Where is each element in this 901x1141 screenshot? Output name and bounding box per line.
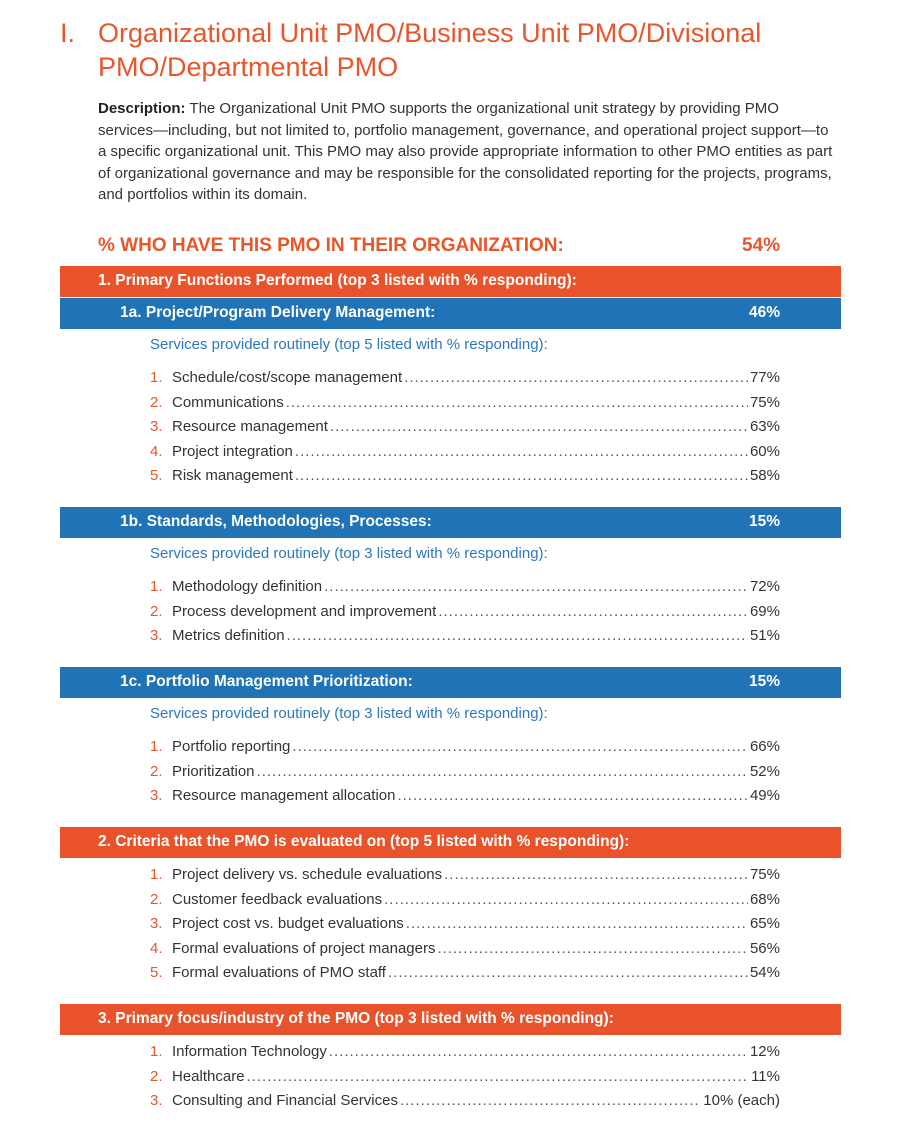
item-row	[172, 1042, 780, 1062]
dot-leader	[330, 417, 748, 437]
item-row	[172, 865, 780, 885]
item-label: Formal evaluations of project managers	[172, 939, 436, 957]
item-label: Resource management allocation	[172, 787, 396, 804]
item-percent: 63%	[749, 418, 780, 435]
item-label: Information Technology	[172, 1043, 327, 1060]
item-number: 3.	[150, 787, 163, 804]
list-item	[150, 914, 780, 939]
item-percent: 49%	[749, 787, 780, 804]
item-label: Methodology definition	[172, 578, 323, 595]
item-percent: 75%	[749, 866, 780, 883]
dot-leader	[295, 442, 748, 462]
item-number: 2.	[150, 1067, 163, 1085]
item-number: 3.	[150, 627, 163, 644]
section-1-title: 1. Primary Functions Performed (top 3 listed with % responding):	[98, 272, 577, 289]
item-label: Portfolio reporting	[172, 738, 291, 755]
item-percent: 12%	[749, 1043, 780, 1060]
dot-leader	[406, 914, 748, 934]
item-number: 1.	[150, 738, 163, 755]
section-1a-list	[150, 368, 780, 491]
item-number: 2.	[150, 602, 163, 620]
item-label: Process development and improvement	[172, 602, 437, 620]
section-2-title: 2. Criteria that the PMO is evaluated on (top 5 listed with % responding):	[98, 833, 630, 850]
item-percent: 51%	[749, 627, 780, 644]
item-row	[172, 466, 780, 486]
section-1a-value: 46%	[748, 304, 780, 321]
item-percent: 52%	[749, 762, 780, 780]
pmo-share-label: % WHO HAVE THIS PMO IN THEIR ORGANIZATION:	[98, 235, 564, 256]
item-row	[172, 1067, 780, 1087]
item-number: 3.	[150, 1092, 163, 1109]
dot-leader	[329, 1042, 748, 1062]
item-percent: 72%	[749, 578, 780, 595]
item-label: Healthcare	[172, 1067, 245, 1085]
item-number: 1.	[150, 369, 163, 386]
dot-leader	[388, 963, 748, 983]
section-1b-services-label: Services provided routinely (top 3 listed with % responding):	[150, 545, 548, 562]
list-item	[150, 890, 780, 915]
list-item	[150, 466, 780, 491]
item-row	[172, 762, 780, 782]
item-row	[172, 393, 780, 413]
dot-leader	[437, 939, 748, 959]
item-number: 2.	[150, 393, 163, 411]
dot-leader	[324, 577, 748, 597]
section-1c-services-label: Services provided routinely (top 3 listed with % responding):	[150, 705, 548, 722]
item-number: 4.	[150, 939, 163, 957]
section-1b-header	[60, 507, 841, 538]
section-1b-title: 1b. Standards, Methodologies, Processes:	[120, 513, 432, 530]
item-row	[172, 1091, 780, 1111]
item-percent: 65%	[749, 915, 780, 932]
description-text: The Organizational Unit PMO supports the organizational unit strategy by providing PMO services—including, but not limited to, portfolio management, governance, and operational project support—to a specific organizational unit. This PMO may also provide appropriate information to other PMO entities as part of organizational governance and may be responsible for the consolidated reporting for the projects, programs, and portfolios within its domain.	[98, 100, 833, 203]
dot-leader	[295, 466, 748, 486]
item-percent: 69%	[749, 602, 780, 620]
section-1b-value: 15%	[748, 513, 780, 530]
list-item	[150, 368, 780, 393]
item-row	[172, 442, 780, 462]
item-number: 1.	[150, 1043, 163, 1060]
item-row	[172, 890, 780, 910]
list-item	[150, 1067, 780, 1092]
list-item	[150, 1042, 780, 1067]
item-label: Prioritization	[172, 762, 255, 780]
item-label: Resource management	[172, 418, 328, 435]
description-paragraph	[98, 98, 838, 206]
list-item	[150, 1091, 780, 1116]
item-label: Risk management	[172, 467, 293, 484]
section-1c-list	[150, 737, 780, 811]
dot-leader	[404, 368, 748, 388]
list-item	[150, 602, 780, 627]
section-1c-header	[60, 667, 841, 698]
list-item	[150, 963, 780, 988]
list-item	[150, 417, 780, 442]
item-percent: 60%	[749, 442, 780, 460]
item-percent: 56%	[749, 939, 780, 957]
section-1-header	[60, 266, 841, 297]
section-2-header	[60, 827, 841, 858]
section-1b-list	[150, 577, 780, 651]
section-1a-services-label: Services provided routinely (top 5 listed with % responding):	[150, 336, 548, 353]
list-item	[150, 442, 780, 467]
dot-leader	[257, 762, 748, 782]
heading-title: Organizational Unit PMO/Business Unit PMO/Divisional PMO/Departmental PMO	[98, 18, 762, 82]
section-1c-title: 1c. Portfolio Management Prioritization:	[120, 673, 413, 690]
item-label: Project integration	[172, 442, 293, 460]
dot-leader	[397, 786, 748, 806]
item-label: Metrics definition	[172, 627, 285, 644]
list-item	[150, 939, 780, 964]
item-row	[172, 963, 780, 983]
item-number: 4.	[150, 442, 163, 460]
item-percent: 10% (each)	[703, 1092, 780, 1109]
item-number: 5.	[150, 467, 163, 484]
section-3-title: 3. Primary focus/industry of the PMO (top 3 listed with % responding):	[98, 1010, 614, 1027]
section-1a-title: 1a. Project/Program Delivery Management:	[120, 304, 436, 321]
item-label: Project cost vs. budget evaluations	[172, 915, 404, 932]
item-label: Schedule/cost/scope management	[172, 369, 403, 386]
list-item	[150, 786, 780, 811]
pmo-share-row	[98, 235, 780, 261]
section-2-list	[150, 865, 780, 988]
item-percent: 11%	[751, 1067, 780, 1085]
item-label: Formal evaluations of PMO staff	[172, 964, 386, 981]
description-label: Description:	[98, 100, 186, 117]
item-row	[172, 602, 780, 622]
item-label: Communications	[172, 393, 284, 411]
list-item	[150, 865, 780, 890]
item-percent: 66%	[749, 738, 780, 755]
item-row	[172, 577, 780, 597]
item-label: Consulting and Financial Services	[172, 1092, 398, 1109]
dot-leader	[400, 1091, 701, 1111]
section-1a-header	[60, 298, 841, 329]
list-item	[150, 393, 780, 418]
item-number: 5.	[150, 964, 163, 981]
dot-leader	[286, 393, 748, 413]
list-item	[150, 577, 780, 602]
item-number: 2.	[150, 762, 163, 780]
list-item	[150, 626, 780, 651]
item-percent: 77%	[749, 369, 780, 386]
pmo-share-value: 54%	[741, 235, 780, 256]
item-percent: 58%	[749, 467, 780, 484]
section-1c-value: 15%	[748, 673, 780, 690]
item-number: 2.	[150, 890, 163, 908]
list-item	[150, 762, 780, 787]
dot-leader	[292, 737, 748, 757]
heading-number: I.	[60, 18, 76, 48]
list-item	[150, 737, 780, 762]
item-row	[172, 914, 780, 934]
item-percent: 75%	[749, 393, 780, 411]
item-percent: 54%	[749, 964, 780, 981]
item-row	[172, 786, 780, 806]
item-row	[172, 417, 780, 437]
item-label: Customer feedback evaluations	[172, 890, 383, 908]
section-3-list	[150, 1042, 780, 1116]
dot-leader	[384, 890, 748, 910]
item-row	[172, 737, 780, 757]
dot-leader	[438, 602, 748, 622]
item-label: Project delivery vs. schedule evaluations	[172, 866, 443, 883]
item-row	[172, 939, 780, 959]
dot-leader	[287, 626, 748, 646]
item-number: 3.	[150, 418, 163, 435]
item-row	[172, 626, 780, 646]
dot-leader	[444, 865, 748, 885]
item-number: 1.	[150, 866, 163, 883]
item-row	[172, 368, 780, 388]
item-number: 1.	[150, 578, 163, 595]
dot-leader	[247, 1067, 750, 1087]
section-3-header	[60, 1004, 841, 1035]
item-percent: 68%	[749, 890, 780, 908]
item-number: 3.	[150, 915, 163, 932]
